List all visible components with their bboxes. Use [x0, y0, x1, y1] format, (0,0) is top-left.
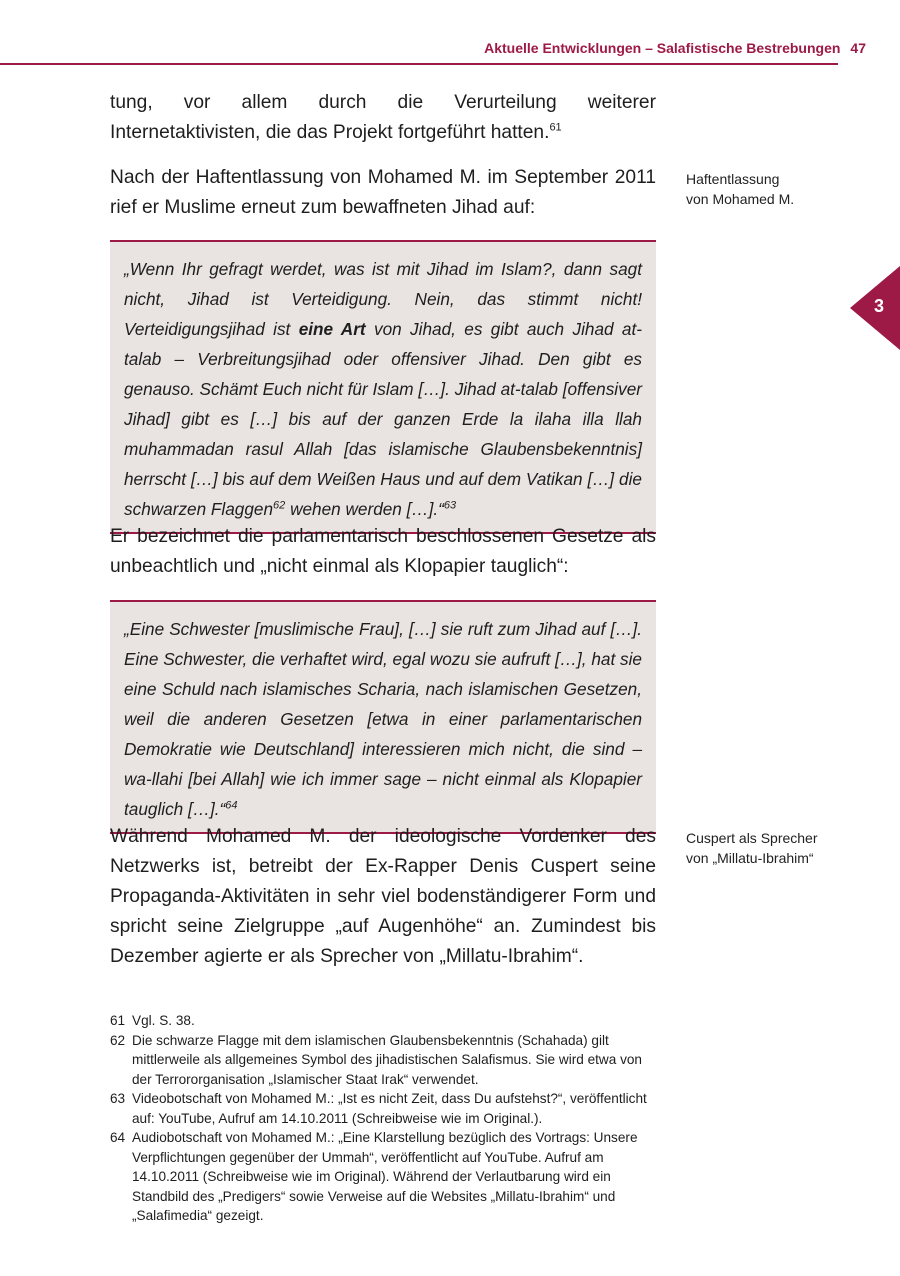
quote-block-2: „Eine Schwester [muslimische Frau], […] sie ruft zum Jihad auf […]. Eine Schwester, die verhaftet wird, egal wozu sie aufruft […], hat sie eine Schuld nach islamisches Scharia, nach islamischen Gesetzen, weil die anderen Gesetzen [etwa in einer parlamentarischen Demokratie wie Deutschland] interessieren mich nicht, die sind – wa-llahi [bei Allah] wie ich immer sage – nicht einmal als Klopapier tauglich […].“$^{64}$ [110, 600, 656, 834]
footnote-ref: 64 [225, 799, 238, 812]
paragraph-1: tung, vor allem durch die Verurteilung weiterer Internetaktivisten, die das Projekt fortgeführt hatten.$^{61}$ [110, 92, 656, 143]
running-header [0, 40, 866, 60]
chapter-tab [850, 266, 900, 350]
running-title: Aktuelle Entwicklungen – Salafistische Bestrebungen [484, 40, 841, 56]
sidenote-cuspert: Cuspert als Sprecher von „Millatu-Ibrahim“ [686, 830, 818, 866]
footnote: 61 Vgl. S. 38. [110, 1013, 195, 1028]
chapter-tab-label: 3 [874, 296, 885, 316]
footnote-ref: 62 [273, 499, 286, 512]
footnote: 62 Die schwarze Flagge mit dem islamischen Glaubensbekenntnis (Schahada) gilt mittlerweile als allgemeines Symbol des jihadistischen Salafismus. Sie wird etwa von der Terrororganisation „Islamischer Staat Irak“ verwendet. [110, 1032, 642, 1087]
sidenote-haftentlassung: Haftentlassung von Mohamed M. [686, 171, 795, 207]
footnote: 64 Audiobotschaft von Mohamed M.: „Eine Klarstellung bezüglich des Vortrags: Unsere Verpflichtungen gegenüber der Ummah“, veröffentlicht auf YouTube. Aufruf am 14.10.2011 (Schreibweise wie im Original). Während der Verlautbarung wird ein Standbild des „Predigers“ sowie Verweise auf die Websites „Millatu-Ibrahim“ und „Salafimedia“ gezeigt. [110, 1130, 638, 1223]
page-number: 47 [850, 40, 866, 56]
footnotes [110, 1011, 650, 1226]
emphasis: eine Art [298, 319, 366, 339]
paragraph-4: Während Mohamed M. der ideologische Vordenker des Netzwerks ist, betreibt der Ex-Rapper Denis Cuspert seine Propaganda-Aktivitäten in sehr viel bodenständigerer Form und spricht seine Zielgruppe „auf Augenhöhe“ an. Zumindest bis Dezember agierte er als Sprecher von „Millatu-Ibrahim“. [110, 826, 656, 967]
footnote: 63 Videobotschaft von Mohamed M.: „Ist es nicht Zeit, dass Du aufstehst?“, veröffentlicht auf: YouTube, Aufruf am 14.10.2011 (Schreibweise wie im Original.). [110, 1091, 647, 1126]
main-column-4 [110, 822, 656, 972]
paragraph-3: Er bezeichnet die parlamentarisch beschlossenen Gesetze als unbeachtlich und „nicht einmal als Klopapier tauglich“: [110, 526, 656, 577]
quote-block-1: „Wenn Ihr gefragt werdet, was ist mit Jihad im Islam?, dann sagt nicht, Jihad ist Verteidigung. Nein, das stimmt nicht! Verteidigungsjihad ist eine Art von Jihad, es gibt auch Jihad at-talab – Verbreitungsjihad oder offensiver Jihad. Den gibt es genauso. Schämt Euch nicht für Islam […]. Jihad at-talab [offensiver Jihad] gibt es […] bis auf der ganzen Erde la ilaha illa llah muhammadan rasul Allah [das islamische Glaubensbekenntnis] herrscht […] bis auf dem Weißen Haus und auf dem Vatikan […] die schwarzen Flaggen$^{62}$ wehen werden […].“$^{63}$ [110, 240, 656, 534]
footnote-ref: 63 [443, 499, 457, 512]
paragraph-2: Nach der Haftentlassung von Mohamed M. im September 2011 rief er Muslime erneut zum bewaffneten Jihad auf: [110, 167, 656, 218]
main-column-3 [110, 522, 656, 582]
header-rule [0, 63, 838, 65]
main-column [110, 88, 656, 148]
quote-block-2-wrap [110, 600, 656, 834]
quote-block-1-wrap [110, 240, 656, 534]
main-column-2 [110, 163, 656, 223]
footnote-ref: 61 [549, 121, 562, 134]
